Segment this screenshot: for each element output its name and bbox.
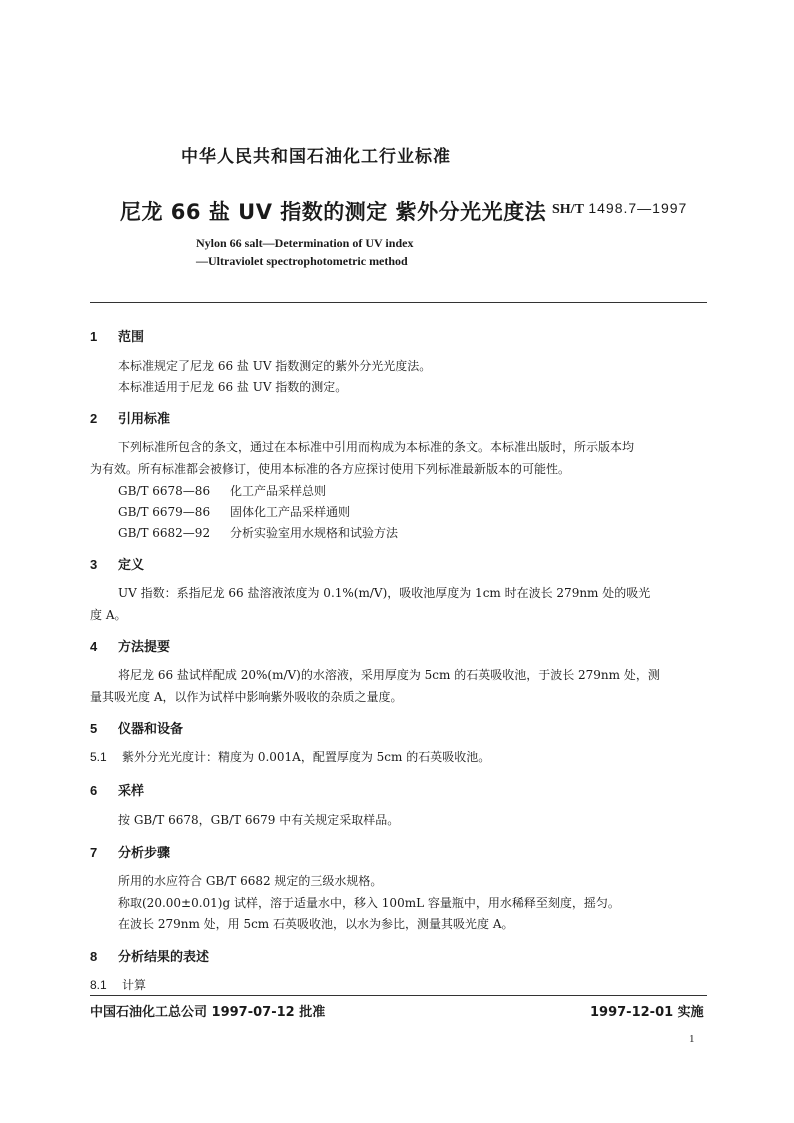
standard-code-number: 1498.7—1997 — [588, 200, 688, 216]
reference-code: GB/T 6682—92 — [118, 526, 211, 540]
reference-item — [118, 503, 350, 520]
section-title: 采样 — [118, 784, 145, 799]
paragraph: 按 GB/T 6678，GB/T 6679 中有关规定采取样品。 — [118, 813, 400, 827]
header-divider — [90, 302, 707, 303]
paragraph: 在波长 279nm 处，用 5cm 石英吸收池，以水为参比，测量其吸光度 A。 — [118, 917, 514, 931]
section-number: 6 — [90, 783, 98, 798]
approval-line: 中国石油化工总公司 1997-07-12 批准 — [90, 1005, 326, 1020]
reference-code: GB/T 6678—86 — [118, 484, 211, 498]
section-title: 引用标准 — [118, 412, 171, 427]
section-heading-3 — [90, 554, 144, 573]
section-heading-4 — [90, 636, 170, 655]
issuing-body: 中华人民共和国石油化工行业标准 — [181, 147, 451, 167]
paragraph: 称取(20.00±0.01)g 试样，溶于适量水中，移入 100mL 容量瓶中，用水稀释至刻度，摇匀。 — [118, 896, 620, 910]
subsection-5-1 — [90, 748, 490, 765]
section-number: 1 — [90, 329, 98, 344]
reference-item — [118, 482, 326, 499]
subsection-text: 紫外分光光度计：精度为 0.001A，配置厚度为 5cm 的石英吸收池。 — [122, 750, 491, 764]
standard-code-prefix: SH/T — [552, 202, 584, 217]
section-heading-7 — [90, 842, 170, 861]
page-number: 1 — [689, 1033, 695, 1045]
reference-code: GB/T 6679—86 — [118, 505, 211, 519]
section-heading-2 — [90, 408, 170, 427]
reference-item — [118, 524, 398, 541]
footer-divider — [90, 995, 707, 996]
section-title: 方法提要 — [118, 640, 171, 655]
section-heading-5 — [90, 718, 183, 737]
paragraph: 本标准适用于尼龙 66 盐 UV 指数的测定。 — [118, 380, 348, 394]
section-title: 分析结果的表述 — [118, 950, 210, 965]
english-title-line2: —Ultraviolet spectrophotometric method — [196, 254, 408, 268]
reference-name: 化工产品采样总则 — [230, 484, 327, 498]
paragraph: 度 A。 — [90, 608, 127, 622]
english-title-line1: Nylon 66 salt—Determination of UV index — [196, 236, 414, 250]
standard-title: 尼龙 66 盐 UV 指数的测定 紫外分光光度法 — [120, 200, 547, 224]
subsection-8-1 — [90, 976, 146, 993]
section-heading-1 — [90, 326, 144, 345]
section-number: 3 — [90, 557, 98, 572]
subsection-number: 8.1 — [90, 978, 107, 992]
section-number: 4 — [90, 639, 98, 654]
section-title: 仪器和设备 — [118, 722, 184, 737]
paragraph: 下列标准所包含的条文，通过在本标准中引用而构成为本标准的条文。本标准出版时，所示版本均 — [118, 440, 635, 454]
paragraph: 所用的水应符合 GB/T 6682 规定的三级水规格。 — [118, 874, 383, 888]
paragraph: 为有效。所有标准都会被修订，使用本标准的各方应探讨使用下列标准最新版本的可能性。 — [90, 462, 571, 476]
reference-name: 分析实验室用水规格和试验方法 — [230, 526, 399, 540]
paragraph: 将尼龙 66 盐试样配成 20%(m/V)的水溶液，采用厚度为 5cm 的石英吸收池，于波长 279nm 处，测 — [118, 668, 660, 682]
section-title: 定义 — [118, 558, 145, 573]
implementation-line: 1997-12-01 实施 — [590, 1005, 704, 1020]
paragraph: 量其吸光度 A，以作为试样中影响紫外吸收的杂质之量度。 — [90, 690, 403, 704]
section-number: 7 — [90, 845, 98, 860]
standard-code — [552, 200, 687, 218]
section-title: 分析步骤 — [118, 846, 171, 861]
paragraph: 本标准规定了尼龙 66 盐 UV 指数测定的紫外分光光度法。 — [118, 359, 432, 373]
paragraph: UV 指数：系指尼龙 66 盐溶液浓度为 0.1%(m/V)，吸收池厚度为 1cm 时在波长 279nm 处的吸光 — [118, 586, 651, 600]
section-heading-8 — [90, 946, 209, 965]
section-number: 5 — [90, 721, 98, 736]
subsection-number: 5.1 — [90, 750, 107, 764]
section-title: 范围 — [118, 330, 145, 345]
section-heading-6 — [90, 780, 144, 799]
section-number: 2 — [90, 411, 98, 426]
subsection-text: 计算 — [122, 978, 147, 992]
reference-name: 固体化工产品采样通则 — [230, 505, 351, 519]
section-number: 8 — [90, 949, 98, 964]
